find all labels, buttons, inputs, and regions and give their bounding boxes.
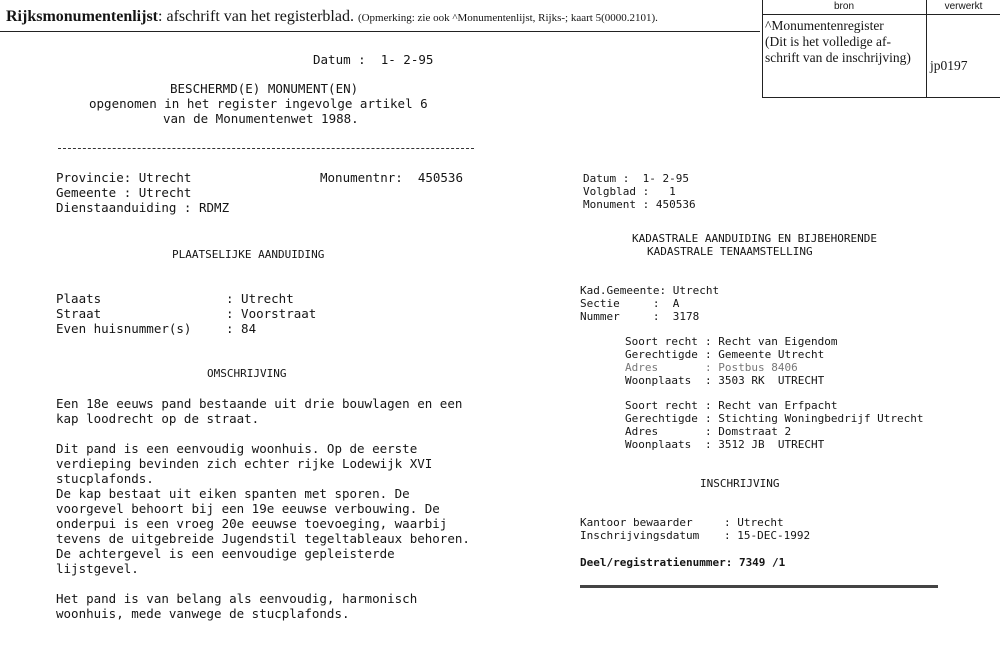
- kad-nummer: Nummer : 3178: [580, 310, 700, 323]
- recht2-label: Gerechtigde: [625, 412, 698, 425]
- left-heading-line3: van de Monumentenwet 1988.: [163, 111, 359, 126]
- bron-line: (Dit is het volledige af-: [765, 34, 891, 49]
- huisnummer-label: Even huisnummer(s): [56, 321, 192, 336]
- header-divider: [0, 31, 760, 32]
- bron-line: ^Monumentenregister: [765, 18, 884, 33]
- recht1-label: Soort recht: [625, 335, 698, 348]
- plaats-value: : Utrecht: [226, 291, 294, 306]
- para2-line: stucplafonds.: [56, 471, 154, 486]
- title-rest: : afschrift van het registerblad.: [158, 8, 354, 25]
- kad-heading-line1: KADASTRALE AANDUIDING EN BIJBEHORENDE: [632, 232, 878, 245]
- provincie-line: Provincie: Utrecht: [56, 170, 192, 185]
- huisnummer-value: : 84: [226, 321, 257, 336]
- plaats-heading: PLAATSELIJKE AANDUIDING: [172, 248, 325, 261]
- para2-line: onderpui is een vroeg 20e eeuwse toevoeging, waarbij: [56, 516, 448, 531]
- right-meta-datum: Datum : 1- 2-95: [583, 172, 689, 185]
- col-verwerkt-label: verwerkt: [944, 1, 983, 12]
- plaats-label: Plaats: [56, 291, 102, 306]
- source-box-divider: [926, 0, 927, 97]
- kad-heading-line2: KADASTRALE TENAAMSTELLING: [647, 245, 813, 258]
- left-heading-line1: BESCHERMD(E) MONUMENT(EN): [170, 81, 359, 96]
- para2-line: verdieping bevinden zich echter rijke Lodewijk XVI: [56, 456, 433, 471]
- para2-line: voorgevel behoort bij een 19e eeuwse verbouwing. De: [56, 501, 440, 516]
- recht1-value: : Recht van Eigendom: [705, 335, 838, 348]
- para3-line: woonhuis, mede vanwege de stucplafonds.: [56, 606, 350, 621]
- recht2-value: : Domstraat 2: [705, 425, 792, 438]
- para1-line: kap loodrecht op de straat.: [56, 411, 260, 426]
- monumentnr-line: Monumentnr: 450536: [320, 170, 463, 185]
- inschrijvingsdatum-value: : 15-DEC-1992: [724, 529, 811, 542]
- para2-line: Dit pand is een eenvoudig woonhuis. Op de eerste: [56, 441, 418, 456]
- para2-line: De achtergevel is een eenvoudige gepleisterde: [56, 546, 395, 561]
- para1-line: Een 18e eeuws pand bestaande uit drie bouwlagen en een: [56, 396, 463, 411]
- recht1-value: : Gemeente Utrecht: [705, 348, 825, 361]
- para2-line: lijstgevel.: [56, 561, 139, 576]
- right-meta-monument: Monument : 450536: [583, 198, 696, 211]
- kad-sectie: Sectie : A: [580, 297, 680, 310]
- recht2-label: Soort recht: [625, 399, 698, 412]
- kantoor-value: : Utrecht: [724, 516, 784, 529]
- recht2-value: : Stichting Woningbedrijf Utrecht: [705, 412, 924, 425]
- gemeente-line: Gemeente : Utrecht: [56, 185, 192, 200]
- kad-gemeente: Kad.Gemeente: Utrecht: [580, 284, 720, 297]
- recht1-label: Adres: [625, 361, 659, 374]
- straat-label: Straat: [56, 306, 102, 321]
- recht1-value: : 3503 RK UTRECHT: [705, 374, 825, 387]
- para2-line: tevens de uitgebreide Jugendstil tegeltableaux behoren.: [56, 531, 470, 546]
- bron-line: schrift van de inschrijving): [765, 50, 911, 65]
- recht1-label: Woonplaats: [625, 374, 692, 387]
- verwerkt-value: jp0197: [930, 58, 968, 73]
- title-bold: Rijksmonumentenlijst: [6, 8, 159, 25]
- recht2-label: Adres: [625, 425, 659, 438]
- recht2-value: : 3512 JB UTRECHT: [705, 438, 825, 451]
- right-bottom-rule: [580, 585, 938, 588]
- deel-registratienummer: Deel/registratienummer: 7349 /1: [580, 556, 786, 569]
- para2-line: De kap bestaat uit eiken spanten met sporen. De: [56, 486, 410, 501]
- para3-line: Het pand is van belang als eenvoudig, harmonisch: [56, 591, 418, 606]
- recht1-label: Gerechtigde: [625, 348, 698, 361]
- left-heading-line2: opgenomen in het register ingevolge artikel 6: [89, 96, 428, 111]
- recht1-value: : Postbus 8406: [705, 361, 798, 374]
- bron-value: [765, 18, 925, 66]
- recht2-label: Woonplaats: [625, 438, 692, 451]
- inschrijving-heading: INSCHRIJVING: [700, 477, 780, 490]
- dienst-line: Dienstaanduiding : RDMZ: [56, 200, 230, 215]
- document-title: [6, 8, 658, 26]
- recht2-value: : Recht van Erfpacht: [705, 399, 838, 412]
- left-dashed-rule: [58, 148, 474, 149]
- omschrijving-heading: OMSCHRIJVING: [207, 367, 287, 380]
- straat-value: : Voorstraat: [226, 306, 317, 321]
- col-bron-label: bron: [833, 1, 854, 12]
- right-meta-volgblad: Volgblad : 1: [583, 185, 676, 198]
- title-note: (Opmerking: zie ook ^Monumentenlijst, Rijks-; kaart 5(0000.2101).: [357, 12, 658, 24]
- kantoor-label: Kantoor bewaarder: [580, 516, 693, 529]
- inschrijvingsdatum-label: Inschrijvingsdatum: [580, 529, 700, 542]
- left-datum: Datum : 1- 2-95: [313, 52, 434, 67]
